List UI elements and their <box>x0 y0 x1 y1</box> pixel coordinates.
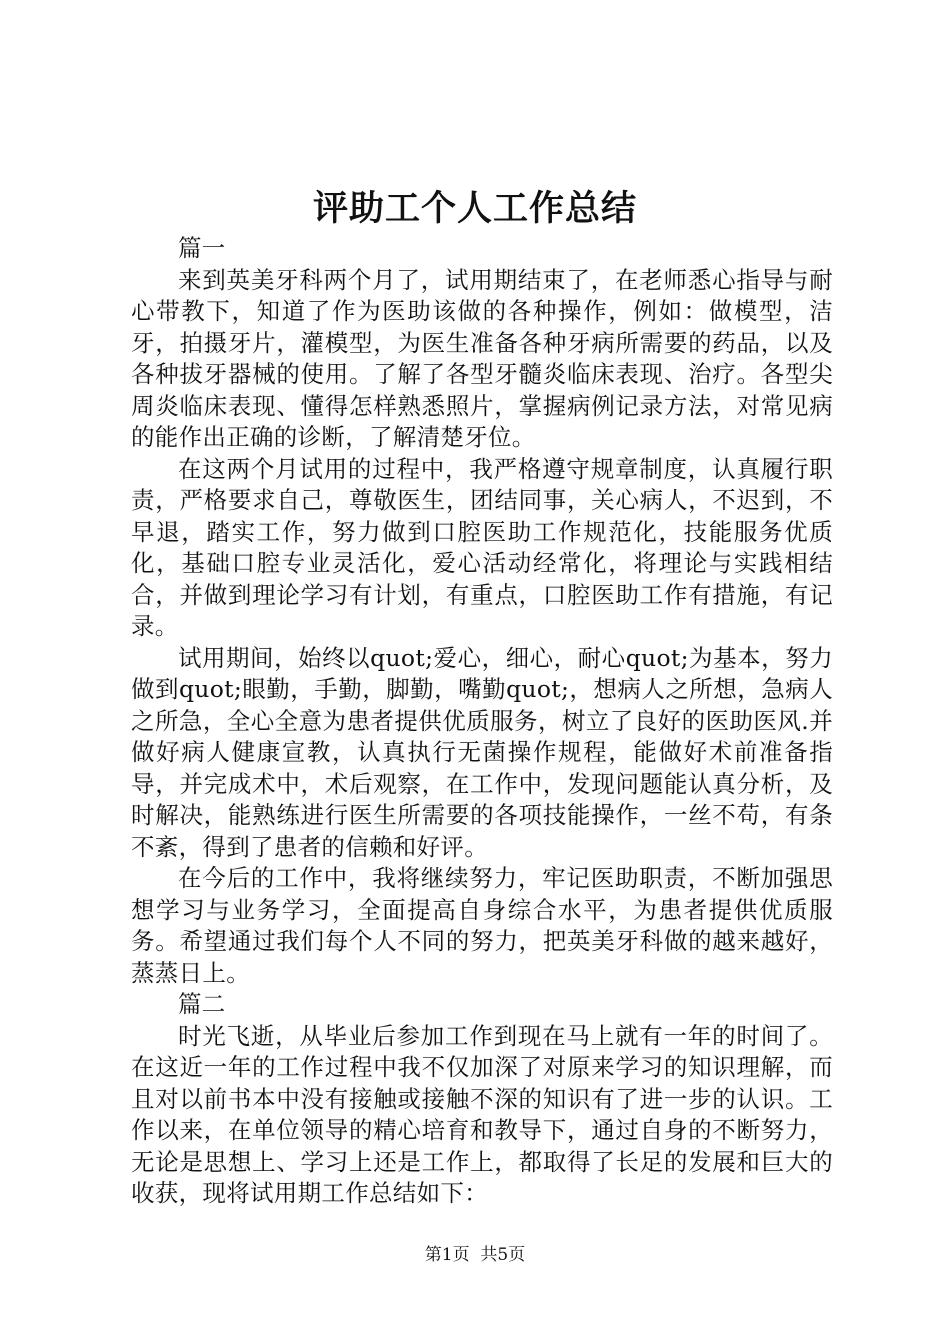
page-footer <box>0 1243 950 1267</box>
section-heading-1: 篇一 <box>178 234 226 262</box>
paragraph: 试用期间，始终以quot;爱心，细心，耐心quot;为基本，努力做到quot;眼勤，手勤，脚勤，嘴勤quot;，想病人之所想，急病人之所急，全心全意为患者提供优质服务，树立了良好的医助医风.并做好病人健康宣教，认真执行无菌操作规程，能做好术前准备指导，并完成术中，术后观察，在工作中，发现问题能认真分析，及时解决，能熟练进行医生所需要的各项技能操作，一丝不苟，有条不紊，得到了患者的信赖和好评。 <box>131 643 833 861</box>
document-title: 评助工个人工作总结 <box>312 188 637 229</box>
paragraph: 在今后的工作中，我将继续努力，牢记医助职责，不断加强思想学习与业务学习，全面提高自身综合水平，为患者提供优质服务。希望通过我们每个人不同的努力，把英美牙科做的越来越好，蒸蒸日上。 <box>131 864 833 987</box>
paragraph: 来到英美牙科两个月了，试用期结束了，在老师悉心指导与耐心带教下，知道了作为医助该做的各种操作，例如：做模型，洁牙，拍摄牙片，灌模型，为医生准备各种牙病所需要的药品，以及各种拔牙器械的使用。了解了各型牙髓炎临床表现、治疗。各型尖周炎临床表现、懂得怎样熟悉照片，掌握病例记录方法，对常见病的能作出正确的诊断，了解清楚牙位。 <box>131 265 833 451</box>
page-total: 共5页 <box>480 1245 526 1265</box>
paragraph: 时光飞逝，从毕业后参加工作到现在马上就有一年的时间了。在这近一年的工作过程中我不仅加深了对原来学习的知识理解，而且对以前书本中没有接触或接触不深的知识有了进一步的认识。工作以来，在单位领导的精心培育和教导下，通过自身的不断努力，无论是思想上、学习上还是工作上，都取得了长足的发展和巨大的收获，现将试用期工作总结如下： <box>131 1021 833 1207</box>
page-number: 第1页 <box>424 1245 470 1265</box>
section-heading-2: 篇二 <box>178 990 226 1018</box>
document-body <box>131 233 833 1210</box>
paragraph: 在这两个月试用的过程中，我严格遵守规章制度，认真履行职责，严格要求自己，尊敬医生，团结同事，关心病人，不迟到，不早退，踏实工作，努力做到口腔医助工作规范化，技能服务优质化，基础口腔专业灵活化，爱心活动经常化，将理论与实践相结合，并做到理论学习有计划，有重点，口腔医助工作有措施，有记录。 <box>131 454 833 640</box>
